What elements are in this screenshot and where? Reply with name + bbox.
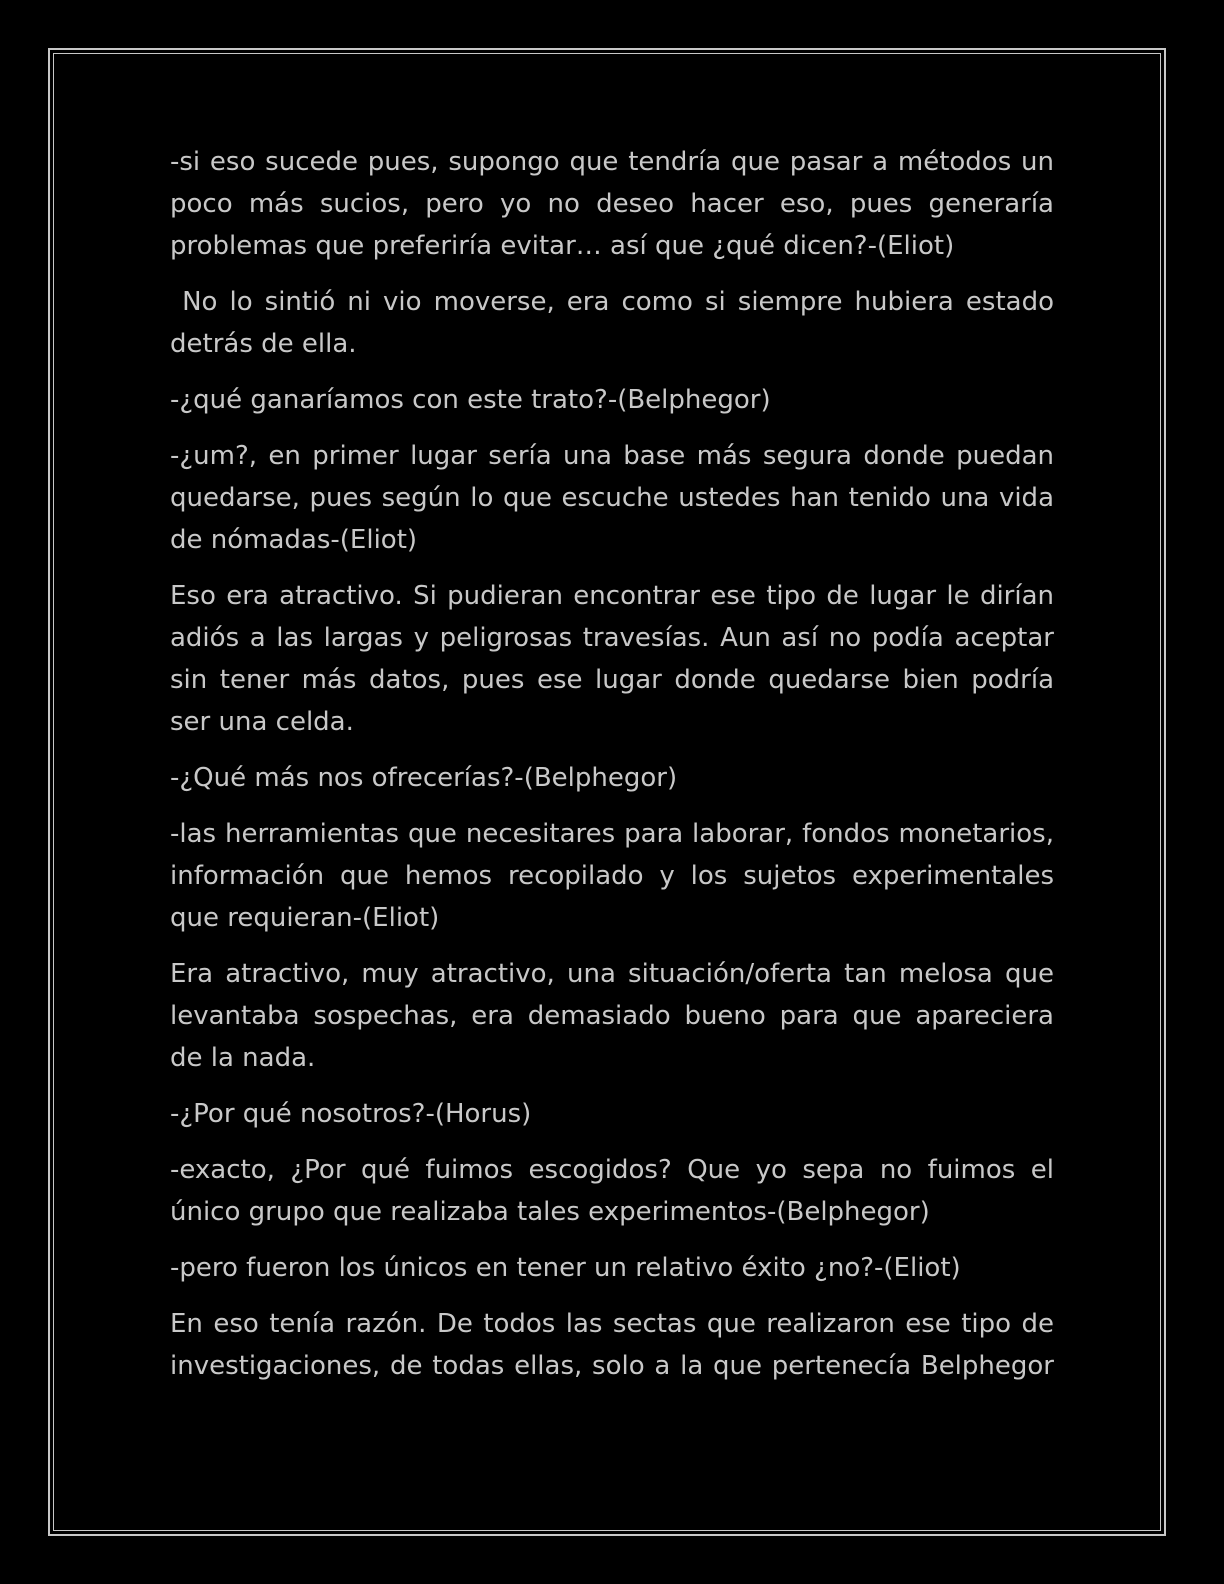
paragraph: -¿qué ganaríamos con este trato?-(Belphegor) bbox=[170, 385, 771, 415]
paragraph: En eso tenía razón. De todos las sectas que realizaron ese tipo de investigaciones, de todas ellas, solo a la que pertenecía Belphegor bbox=[170, 1309, 1054, 1381]
paragraph: Era atractivo, muy atractivo, una situación/oferta tan melosa que levantaba sospechas, era demasiado bueno para que apareciera de la nada. bbox=[170, 959, 1054, 1073]
paragraph: No lo sintió ni vio moverse, era como si siempre hubiera estado detrás de ella. bbox=[170, 287, 1063, 359]
paragraph: -las herramientas que necesitares para laborar, fondos monetarios, información que hemos recopilado y los sujetos experimentales que requieran-(Eliot) bbox=[170, 819, 1054, 933]
paragraph: -¿Qué más nos ofrecerías?-(Belphegor) bbox=[170, 763, 678, 793]
paragraph: -¿Por qué nosotros?-(Horus) bbox=[170, 1099, 532, 1129]
paragraph: -si eso sucede pues, supongo que tendría que pasar a métodos un poco más sucios, pero yo no deseo hacer eso, pues generaría problemas que preferiría evitar… así que ¿qué dicen?-(Eliot) bbox=[170, 147, 1054, 261]
document-body bbox=[170, 141, 1063, 1401]
paragraph: Eso era atractivo. Si pudieran encontrar ese tipo de lugar le dirían adiós a las largas y peligrosas travesías. Aun así no podía aceptar sin tener más datos, pues ese lugar donde quedarse bien podría ser una celda. bbox=[170, 581, 1054, 737]
paragraph: -exacto, ¿Por qué fuimos escogidos? Que yo sepa no fuimos el único grupo que realizaba tales experimentos-(Belphegor) bbox=[170, 1155, 1054, 1227]
paragraph: -¿um?, en primer lugar sería una base más segura donde puedan quedarse, pues según lo que escuche ustedes han tenido una vida de nómadas-(Eliot) bbox=[170, 441, 1054, 555]
paragraph: -pero fueron los únicos en tener un relativo éxito ¿no?-(Eliot) bbox=[170, 1253, 961, 1283]
